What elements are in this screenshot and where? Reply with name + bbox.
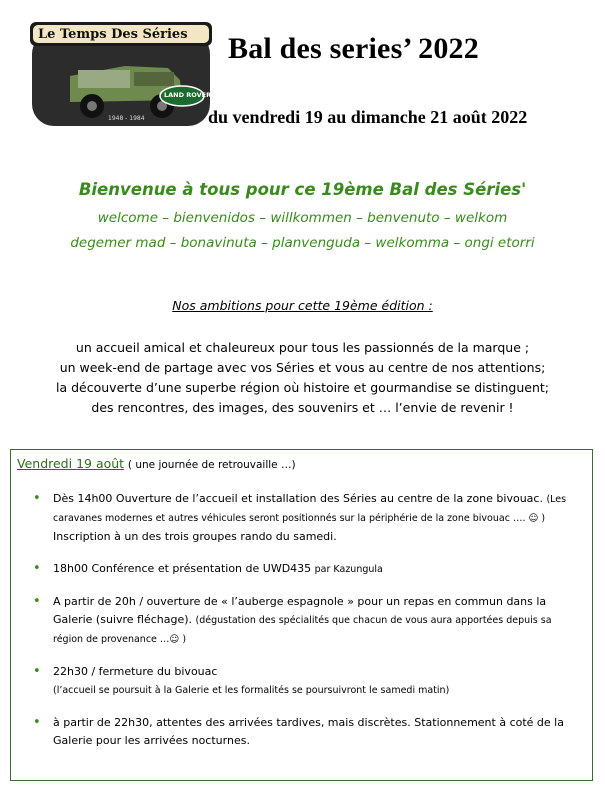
event-item xyxy=(33,593,573,649)
welcome-headline: Bienvenue à tous pour ce 19ème Bal des Séries' xyxy=(78,180,527,199)
page-title: Bal des series’ 2022 xyxy=(228,32,479,65)
event-item xyxy=(33,663,573,700)
ambitions-list xyxy=(0,338,605,418)
event-main: 22h30 / fermeture du bivouac xyxy=(53,665,218,678)
event-main: A partir de 20h / ouverture de « l’auberge espagnole » pour un repas en commun dans la Galerie (suivre fléchage). xyxy=(53,595,547,626)
event-note: par Kazungula xyxy=(314,564,383,575)
friday-subtitle: ( une journée de retrouvaille …) xyxy=(127,459,296,471)
event-logo xyxy=(30,18,212,128)
event-note: (l’accueil se poursuit à la Galerie et les formalités se poursuivront le samedi matin) xyxy=(53,685,450,696)
friday-program-box xyxy=(10,449,593,781)
event-dates: du vendredi 19 au dimanche 21 août 2022 xyxy=(208,107,528,127)
event-main: 18h00 Conférence et présentation de UWD435 xyxy=(53,562,312,575)
friday-events xyxy=(33,490,573,764)
event-main: à partir de 22h30, attentes des arrivées tardives, mais discrètes. Stationnement à coté de la Galerie pour les arrivées nocturnes. xyxy=(53,716,564,747)
event-item xyxy=(33,714,573,750)
logo-years: 1948 - 1984 xyxy=(108,115,145,122)
event-item xyxy=(33,490,573,546)
ambitions-title: Nos ambitions pour cette 19ème édition : xyxy=(172,298,433,313)
ambition-line: la découverte d’une superbe région où histoire et gourmandise se distinguent; xyxy=(56,380,549,395)
welcome-languages-line1: welcome – bienvenidos – willkommen – benvenuto – welkom xyxy=(97,210,508,226)
ambition-line: un week-end de partage avec vos Séries et vous au centre de nos attentions; xyxy=(59,360,546,375)
friday-header xyxy=(17,456,296,471)
ambition-line: des rencontres, des images, des souvenirs et … l’envie de revenir ! xyxy=(91,400,514,415)
friday-day: Vendredi 19 août xyxy=(17,456,125,471)
event-main: Dès 14h00 Ouverture de l’accueil et installation des Séries au centre de la zone bivouac. xyxy=(53,492,543,505)
logo-badge: LAND ROVER xyxy=(164,91,212,99)
event-note: (dégustation des spécialités que chacun de vous aura apportées depuis sa région de provenance …☺ ) xyxy=(53,615,552,645)
event-tail: Inscription à un des trois groupes rando du samedi. xyxy=(53,530,337,543)
event-item xyxy=(33,560,573,579)
logo-text: Le Temps Des Séries xyxy=(38,27,188,42)
event-note: (Les caravanes modernes et autres véhicules seront positionnés sur la périphérie de la zone bivouac …. ☺ ) xyxy=(53,494,567,524)
welcome-languages-line2: degemer mad – bonavinuta – planvenguda – welkomma – ongi etorri xyxy=(70,235,535,251)
ambition-line: un accueil amical et chaleureux pour tous les passionnés de la marque ; xyxy=(75,340,530,355)
